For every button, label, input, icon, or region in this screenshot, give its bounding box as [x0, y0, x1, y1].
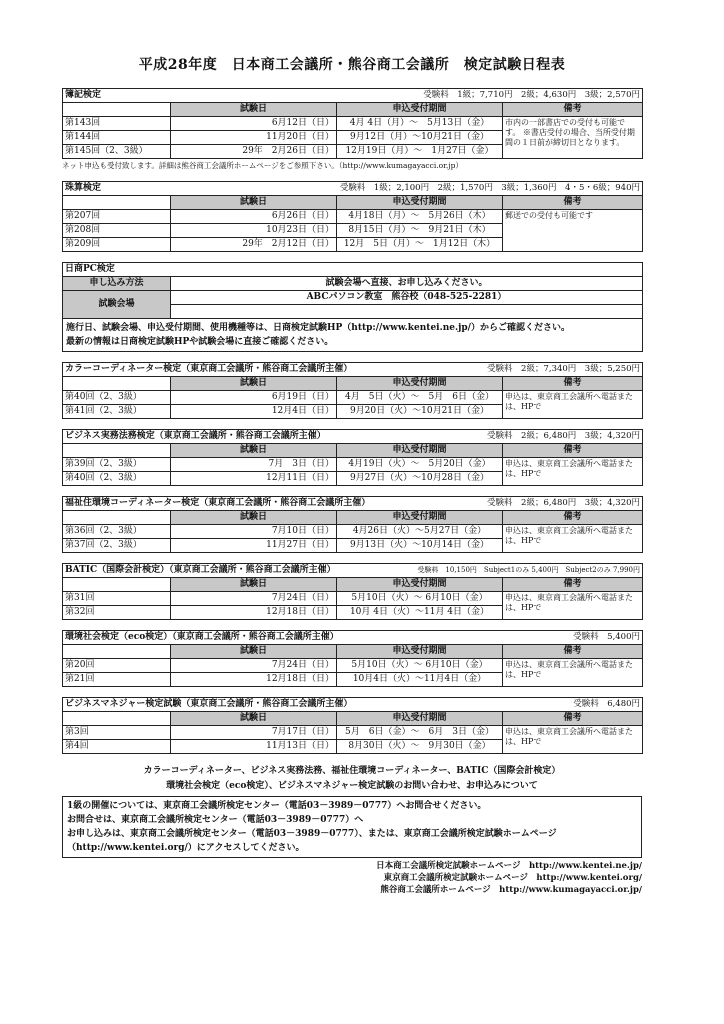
venue-label: 試験会場	[63, 291, 171, 319]
header-blank	[63, 103, 171, 117]
period-cell: 12月19日（月）～ 1月27日（金）	[337, 145, 503, 159]
date-cell: 12月11日（日）	[171, 472, 337, 486]
header-date: 試験日	[171, 377, 337, 391]
business-law-table	[62, 429, 643, 486]
date-cell: 12月18日（日）	[171, 606, 337, 620]
inquiry-line-2: お問合せは、東京商工会議所検定センター（電話03－3989－0777）へ	[67, 815, 364, 825]
manager-table	[62, 697, 643, 754]
round-cell: 第31回	[63, 592, 171, 606]
table-row	[63, 210, 643, 224]
pc-notes	[63, 319, 643, 352]
header-note: 備考	[503, 511, 643, 525]
round-cell: 第21回	[63, 673, 171, 687]
table-row	[63, 391, 643, 405]
period-cell: 5月10日（火）～ 6月10日（金）	[337, 659, 503, 673]
header-note: 備考	[503, 103, 643, 117]
header-note: 備考	[503, 645, 643, 659]
round-cell: 第20回	[63, 659, 171, 673]
period-cell: 9月13日（火）～10月14日（金）	[337, 539, 503, 553]
link-tokyo[interactable]: 東京商工会議所検定試験ホームページ http://www.kentei.org/	[383, 873, 642, 883]
date-cell: 29年 2月26日（日）	[171, 145, 337, 159]
fee-text: 受験料 6,480円	[573, 699, 641, 709]
venue-value: ABCパソコン教室 熊谷校（048-525-2281）	[171, 291, 643, 305]
date-cell: 29年 2月12日（日）	[171, 238, 337, 252]
section-title: BATIC（国際会計検定）（東京商工会議所・熊谷商工会議所主催）	[65, 565, 336, 575]
header-date: 試験日	[171, 511, 337, 525]
round-cell: 第32回	[63, 606, 171, 620]
header-blank	[63, 578, 171, 592]
header-period: 申込受付期間	[337, 712, 503, 726]
eco-table	[62, 630, 643, 687]
section-shuzan	[62, 181, 642, 252]
batic-table	[62, 563, 643, 620]
date-cell: 6月12日（日）	[171, 117, 337, 131]
date-cell: 6月19日（日）	[171, 391, 337, 405]
section-title: カラーコーディネーター検定（東京商工会議所・熊谷商工会議所主催）	[65, 364, 353, 374]
method-value: 試験会場へ直接、お申し込みください。	[171, 277, 643, 291]
header-period: 申込受付期間	[337, 578, 503, 592]
date-cell: 7月 3日（日）	[171, 458, 337, 472]
page-title: 平成28年度 日本商工会議所・熊谷商工会議所 検定試験日程表	[138, 57, 566, 73]
link-jcci[interactable]: 日本商工会議所検定試験ホームページ http://www.kentei.ne.jp/	[376, 861, 642, 871]
note-cell: 申込は、東京商工会議所へ電話または、HPで	[503, 525, 643, 553]
section-batic	[62, 563, 642, 620]
header-note: 備考	[503, 712, 643, 726]
boki-table	[62, 88, 643, 159]
fee-text: 受験料 2級；6,480円 3級；4,320円	[487, 431, 641, 441]
header-date: 試験日	[171, 444, 337, 458]
inquiry-line-3: お申し込みは、東京商工会議所検定センター（電話03－3989－0777）、または、東京商工会議所検定試験ホームページ（http://www.kentei.org/）にアクセスしてください。	[67, 829, 557, 853]
period-cell: 10月4日（火）～11月4日（金）	[337, 673, 503, 687]
date-cell: 6月26日（日）	[171, 210, 337, 224]
period-cell: 5月10日（火）～ 6月10日（金）	[337, 592, 503, 606]
round-cell: 第209回	[63, 238, 171, 252]
round-cell: 第40回（2、3級）	[63, 472, 171, 486]
header-period: 申込受付期間	[337, 103, 503, 117]
manager-title-cell	[63, 698, 643, 712]
note-cell: 市内の一部書店での受付も可能です。 ※書店受付の場合、当所受付期間の１日前が締切日となります。	[503, 117, 643, 159]
fee-text: 受験料 1級；2,100円 2級；1,570円 3級；1,360円 4・5・6級；940円	[339, 183, 641, 193]
round-cell: 第143回	[63, 117, 171, 131]
section-title: 環境社会検定（eco検定）（東京商工会議所・熊谷商工会議所主催）	[65, 632, 339, 642]
header-blank	[63, 712, 171, 726]
date-cell: 7月10日（日）	[171, 525, 337, 539]
venue-blank	[171, 305, 643, 319]
header-period: 申込受付期間	[337, 511, 503, 525]
homepage-links	[62, 860, 642, 896]
note-cell: 郵送での受付も可能です	[503, 210, 643, 252]
color-title-cell	[63, 363, 643, 377]
footer-heading	[62, 764, 642, 794]
table-row	[63, 117, 643, 131]
note-cell: 申込は、東京商工会議所へ電話または、HPで	[503, 726, 643, 754]
period-cell: 5月 6日（金）～ 6月 3日（金）	[337, 726, 503, 740]
note-cell: 申込は、東京商工会議所へ電話または、HPで	[503, 458, 643, 486]
color-table	[62, 362, 643, 419]
date-cell: 7月24日（日）	[171, 659, 337, 673]
shuzan-table	[62, 181, 643, 252]
period-cell: 10月 4日（火）～11月 4日（金）	[337, 606, 503, 620]
fee-text: 受験料 5,400円	[573, 632, 640, 642]
period-cell: 9月27日（火）～10月28日（金）	[337, 472, 503, 486]
section-welfare	[62, 496, 642, 553]
inquiry-line-1: 1級の開催については、東京商工会議所検定センター（電話03－3989－0777）へお問合せください。	[67, 801, 487, 811]
note-cell: 申込は、東京商工会議所へ電話または、HPで	[503, 659, 643, 687]
header-date: 試験日	[171, 645, 337, 659]
table-row	[63, 726, 643, 740]
round-cell: 第145回（2、3級）	[63, 145, 171, 159]
fee-text: 受験料 10,150円 Subject1のみ 5,400円 Subject2のみ 7,990円	[417, 566, 641, 574]
inquiry-box	[62, 796, 642, 858]
boki-title-cell	[63, 89, 643, 103]
table-row	[63, 458, 643, 472]
eco-title-cell	[63, 631, 643, 645]
date-cell: 11月27日（日）	[171, 539, 337, 553]
section-boki	[62, 88, 642, 171]
round-cell: 第144回	[63, 131, 171, 145]
round-cell: 第208回	[63, 224, 171, 238]
round-cell: 第207回	[63, 210, 171, 224]
note-cell: 申込は、東京商工会議所へ電話または、HPで	[503, 592, 643, 620]
pc-title: 日商PC検定	[63, 263, 643, 277]
section-title: ビジネス実務法務検定（東京商工会議所・熊谷商工会議所主催）	[65, 431, 326, 441]
header-period: 申込受付期間	[337, 444, 503, 458]
header-blank	[63, 645, 171, 659]
date-cell: 11月20日（日）	[171, 131, 337, 145]
schedule-document	[62, 0, 642, 896]
header-blank	[63, 377, 171, 391]
header-date: 試験日	[171, 196, 337, 210]
fee-text: 受験料 2級；7,340円 3級；5,250円	[487, 364, 641, 374]
section-title: ビジネスマネジャー検定試験（東京商工会議所・熊谷商工会議所主催）	[65, 699, 353, 709]
pc-note-1: 施行日、試験会場、申込受付期間、使用機種等は、日商検定試験HP（http://www.kentei.ne.jp/）からご確認ください。	[66, 323, 570, 333]
period-cell: 12月 5日（月）～ 1月12日（木）	[337, 238, 503, 252]
header-blank	[63, 511, 171, 525]
round-cell: 第39回（2、3級）	[63, 458, 171, 472]
date-cell: 7月17日（日）	[171, 726, 337, 740]
boki-caption: ネット申込も受付致します。詳細は熊谷商工会議所ホームページをご参照下さい。（http://www.kumagayacci.or.jp）	[62, 161, 463, 170]
header-note: 備考	[503, 444, 643, 458]
section-title: 珠算検定	[65, 183, 102, 193]
fee-text: 受験料 2級；6,480円 3級；4,320円	[487, 498, 641, 508]
round-cell: 第36回（2、3級）	[63, 525, 171, 539]
period-cell: 4月18日（月）～ 5月26日（木）	[337, 210, 503, 224]
pc-table	[62, 262, 643, 352]
date-cell: 12月18日（日）	[171, 673, 337, 687]
round-cell: 第40回（2、3級）	[63, 391, 171, 405]
table-row	[63, 659, 643, 673]
period-cell: 4月 5日（火）～ 5月 6日（金）	[337, 391, 503, 405]
section-manager	[62, 697, 642, 754]
header-period: 申込受付期間	[337, 196, 503, 210]
header-period: 申込受付期間	[337, 377, 503, 391]
batic-title-cell	[63, 564, 643, 578]
round-cell: 第4回	[63, 740, 171, 754]
business-law-title-cell	[63, 430, 643, 444]
table-row	[63, 525, 643, 539]
welfare-title-cell	[63, 497, 643, 511]
date-cell: 12月4日（日）	[171, 405, 337, 419]
section-title: 福祉住環境コーディネーター検定（東京商工会議所・熊谷商工会議所主催）	[65, 498, 371, 508]
shuzan-title-cell	[63, 182, 643, 196]
section-business-law	[62, 429, 642, 486]
date-cell: 10月23日（日）	[171, 224, 337, 238]
header-note: 備考	[503, 578, 643, 592]
period-cell: 8月15日（月）～ 9月21日（木）	[337, 224, 503, 238]
period-cell: 4月26日（火）～5月27日（金）	[337, 525, 503, 539]
note-cell: 申込は、東京商工会議所へ電話または、HPで	[503, 391, 643, 419]
method-label: 申し込み方法	[63, 277, 171, 291]
date-cell: 11月13日（日）	[171, 740, 337, 754]
header-note: 備考	[503, 377, 643, 391]
header-date: 試験日	[171, 712, 337, 726]
header-blank	[63, 196, 171, 210]
fee-text: 受験料 1級；7,710円 2級；4,630円 3級；2,570円	[423, 90, 640, 100]
period-cell: 4月 4日（月）～ 5月13日（金）	[337, 117, 503, 131]
period-cell: 8月30日（火）～ 9月30日（金）	[337, 740, 503, 754]
header-date: 試験日	[171, 103, 337, 117]
period-cell: 9月20日（火）～10月21日（金）	[337, 405, 503, 419]
header-period: 申込受付期間	[337, 645, 503, 659]
footer-line-1: カラーコーディネーター、ビジネス実務法務、福祉住環境コーディネーター、BATIC（国際会計検定）	[143, 766, 561, 776]
round-cell: 第3回	[63, 726, 171, 740]
section-color	[62, 362, 642, 419]
header-blank	[63, 444, 171, 458]
date-cell: 7月24日（日）	[171, 592, 337, 606]
period-cell: 9月12日（月）～10月21日（金）	[337, 131, 503, 145]
section-pc	[62, 262, 642, 352]
section-title: 簿記検定	[65, 90, 102, 100]
section-eco	[62, 630, 642, 687]
header-note: 備考	[503, 196, 643, 210]
welfare-table	[62, 496, 643, 553]
pc-note-2: 最新の情報は日商検定試験HPや試験会場に直接ご確認ください。	[66, 337, 334, 347]
round-cell: 第41回（2、3級）	[63, 405, 171, 419]
header-date: 試験日	[171, 578, 337, 592]
footer-line-2: 環境社会検定（eco検定）、ビジネスマネジャー検定試験のお問い合わせ、お申込みについて	[166, 781, 538, 791]
round-cell: 第37回（2、3級）	[63, 539, 171, 553]
period-cell: 4月19日（火）～ 5月20日（金）	[337, 458, 503, 472]
link-kumagaya[interactable]: 熊谷商工会議所ホームページ http://www.kumagayacci.or.jp/	[380, 885, 642, 895]
table-row	[63, 592, 643, 606]
